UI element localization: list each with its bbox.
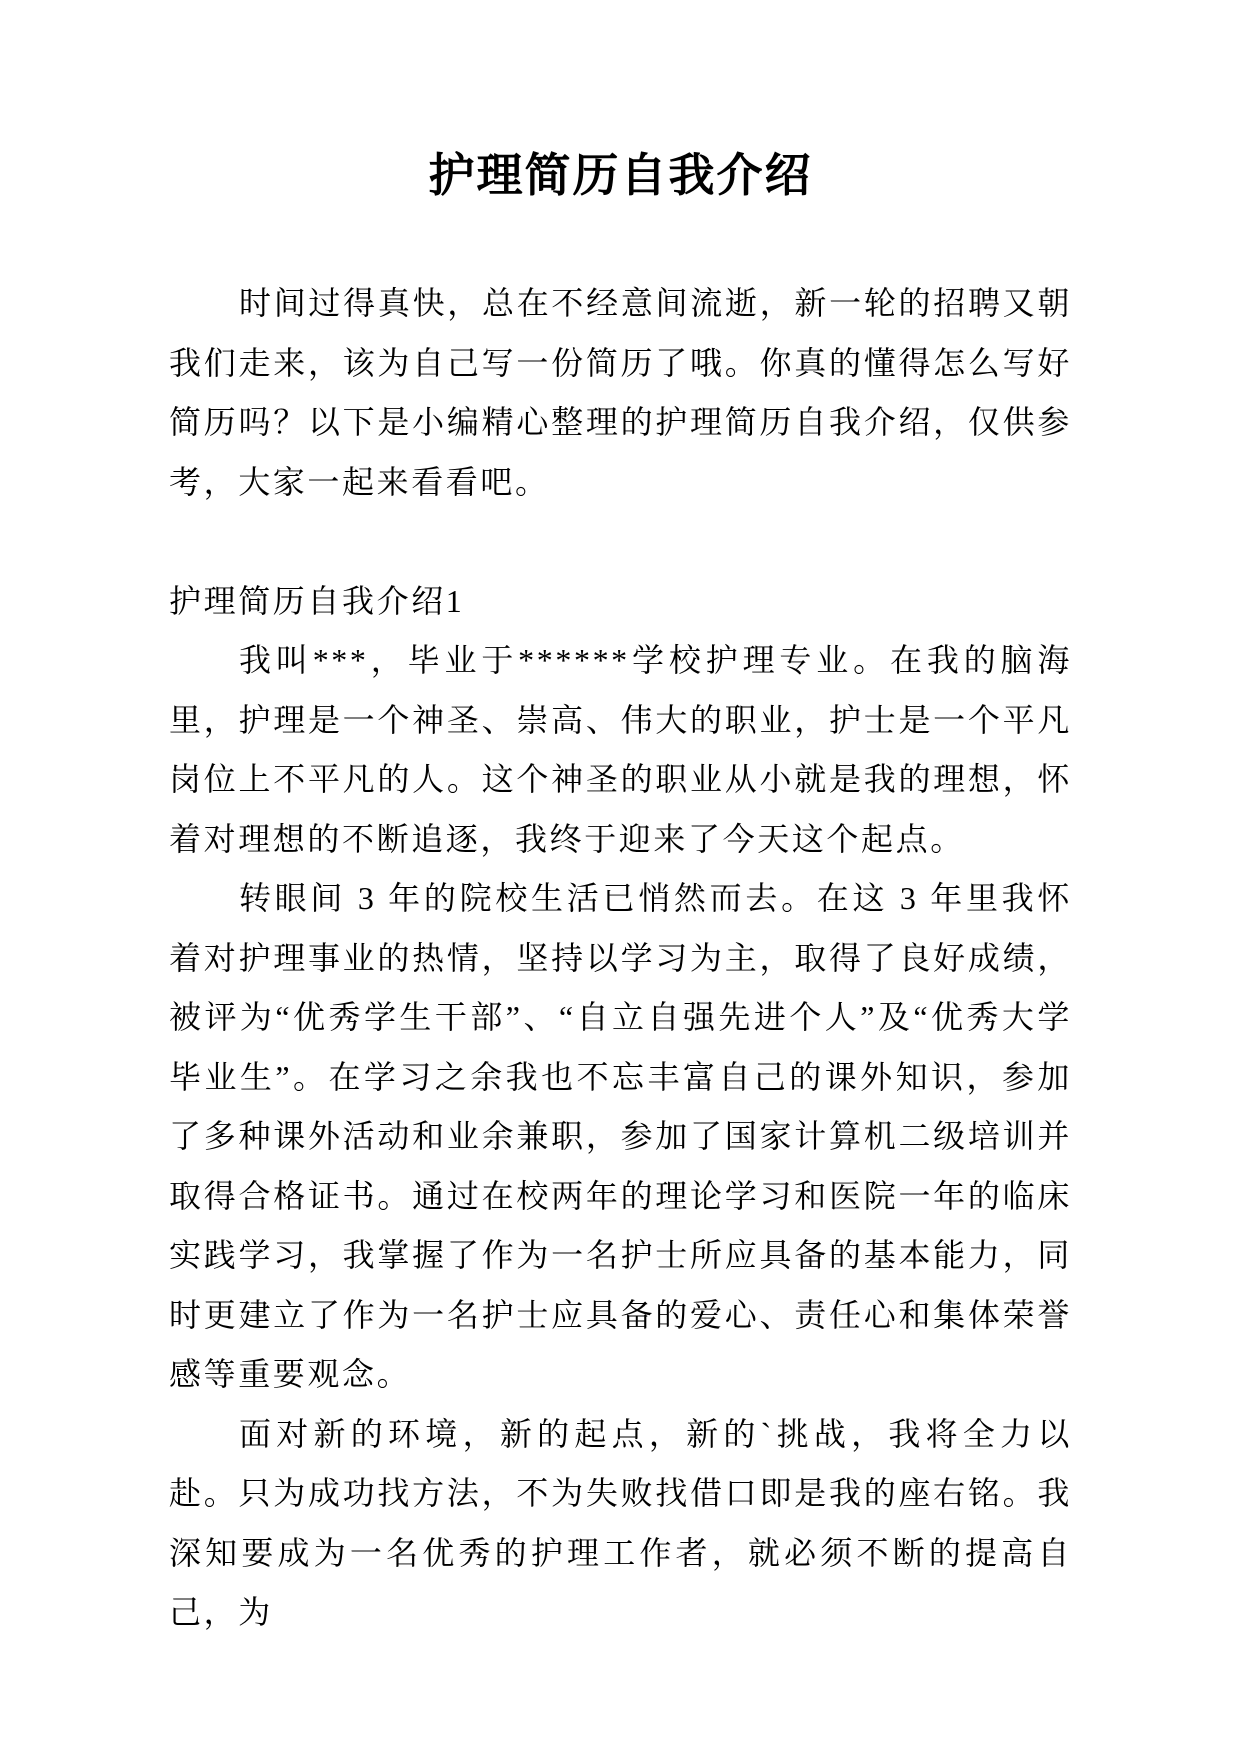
section-subheading: 护理简历自我介绍1 (169, 582, 465, 619)
paragraph-1: 我叫***，毕业于******学校护理专业。在我的脑海里，护理是一个神圣、崇高、伟大的职业，护士是一个平凡岗位上不平凡的人。这个神圣的职业从小就是我的理想，怀着对理想的不断追逐，我终于迎来了今天这个起点。 (169, 642, 1072, 857)
paragraph-intro: 时间过得真快，总在不经意间流逝，新一轮的招聘又朝我们走来，该为自己写一份简历了哦。你真的懂得怎么写好简历吗？以下是小编精心整理的护理简历自我介绍，仅供参考，大家一起来看看吧。 (169, 285, 1072, 500)
document-content (169, 146, 1072, 1643)
paragraph-3: 面对新的环境，新的起点，新的`挑战，我将全力以赴。只为成功找方法，不为失败找借口即是我的座右铭。我深知要成为一名优秀的护理工作者，就必须不断的提高自己，为 (169, 1415, 1072, 1630)
paragraph-2: 转眼间 3 年的院校生活已悄然而去。在这 3 年里我怀着对护理事业的热情，坚持以学习为主，取得了良好成绩，被评为“优秀学生干部”、“自立自强先进个人”及“优秀大学毕业生”。在学习之余我也不忘丰富自己的课外知识，参加了多种课外活动和业余兼职，参加了国家计算机二级培训并取得合格证书。通过在校两年的理论学习和医院一年的临床实践学习，我掌握了作为一名护士所应具备的基本能力，同时更建立了作为一名护士应具备的爱心、责任心和集体荣誉感等重要观念。 (169, 880, 1072, 1392)
document-title: 护理简历自我介绍 (428, 150, 813, 201)
